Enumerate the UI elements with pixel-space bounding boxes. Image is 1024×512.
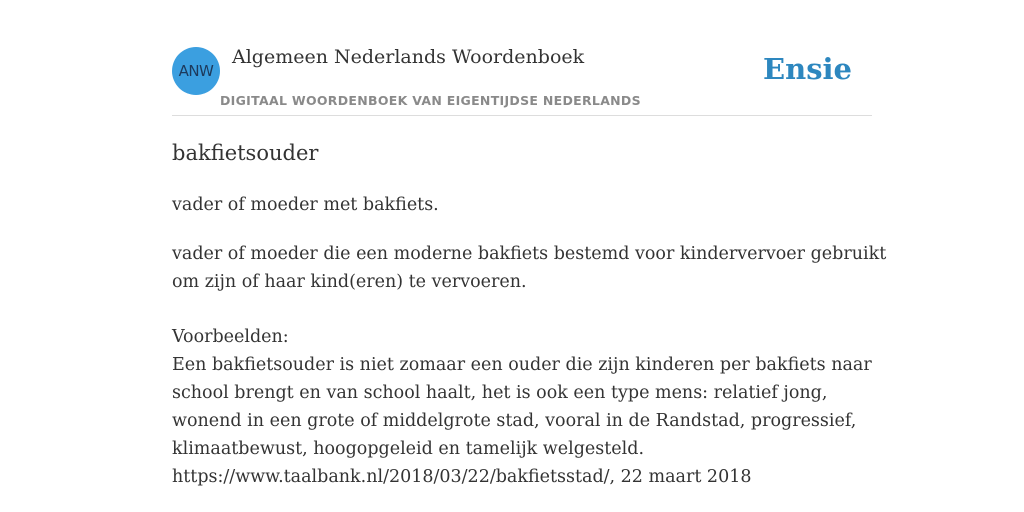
example-line: klimaatbewust, hoogopgeleid en tamelijk welgesteld.: [172, 439, 645, 459]
dictionary-card: [172, 0, 887, 512]
example-line: wonend in een grote of middelgrote stad, vooral in de Randstad, progressief,: [172, 411, 857, 431]
example-line: Een bakfietsouder is niet zomaar een ouder die zijn kinderen per bakfiets naar: [172, 355, 872, 375]
long-definition: [172, 240, 887, 296]
logo-text: ANW: [178, 62, 214, 80]
example-source: https://www.taalbank.nl/2018/03/22/bakfietsstad/, 22 maart 2018: [172, 467, 752, 487]
example-line: school brengt en van school haalt, het is ook een type mens: relatief jong,: [172, 383, 828, 403]
dictionary-title[interactable]: Algemeen Nederlands Woordenboek: [232, 46, 585, 68]
short-definition: vader of moeder met bakfiets.: [172, 195, 439, 215]
headword: bakfietsouder: [172, 141, 319, 165]
ensie-brand-link[interactable]: Ensie: [763, 52, 852, 86]
dictionary-subtitle: DIGITAAL WOORDENBOEK VAN EIGENTIJDSE NEDERLANDS: [220, 93, 641, 108]
anw-logo[interactable]: [172, 47, 220, 95]
examples-section: [172, 323, 872, 491]
header-divider: [172, 115, 872, 116]
examples-label: Voorbeelden:: [172, 327, 289, 347]
long-definition-line: vader of moeder die een moderne bakfiets bestemd voor kindervervoer gebruikt: [172, 244, 887, 264]
long-definition-line: om zijn of haar kind(eren) te vervoeren.: [172, 272, 527, 292]
